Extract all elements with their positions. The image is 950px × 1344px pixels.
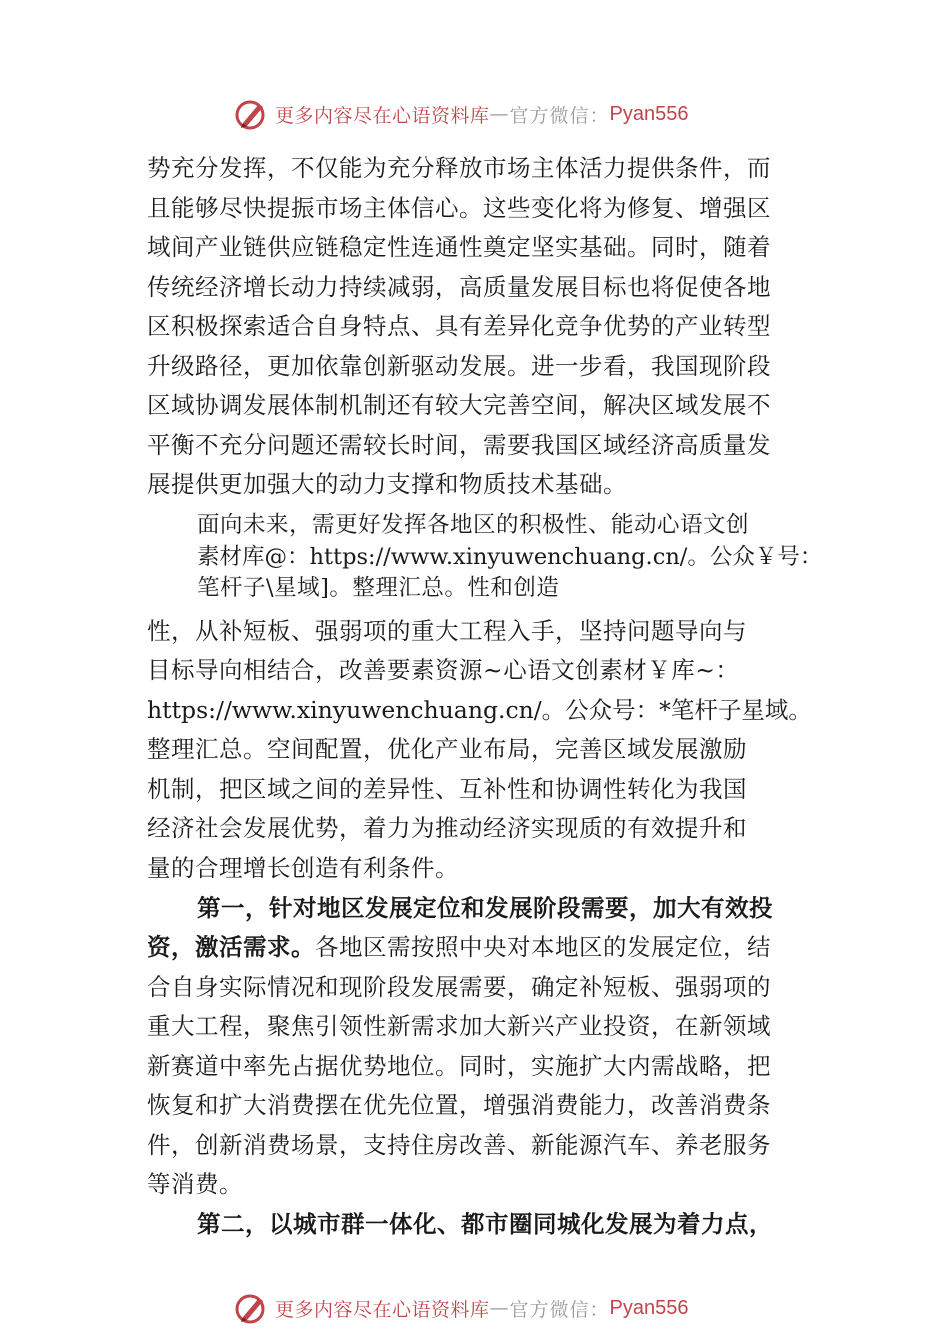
wechat-label: 官方微信： — [509, 104, 610, 127]
p2-line: 目标导向相结合，改善要素资源~心语文创素材￥库~： — [147, 656, 740, 684]
p3-heading: 第一，针对地区发展定位和发展阶段需要，加大有效投 — [197, 894, 773, 922]
p3-line: 等消费。 — [147, 1170, 243, 1198]
wechat-id: Pyan556 — [609, 1296, 689, 1319]
p1-line: 升级路径，更加依靠创新驱动发展。进一步看，我国现阶段 — [147, 352, 771, 380]
wechat-label: 官方微信： — [509, 1298, 610, 1321]
p1-line: 传统经济增长动力持续减弱，高质量发展目标也将促使各地 — [147, 273, 771, 301]
p2-line: 性，从补短板、强弱项的重大工程入手，坚持问题导向与 — [147, 617, 747, 645]
p3-heading-end: 资，激活需求。 — [147, 933, 315, 961]
p1-line: 平衡不充分问题还需较长时间，需要我国区域经济高质量发 — [147, 431, 771, 459]
header-banner — [233, 94, 753, 134]
p1-line: 域间产业链供应链稳定性连通性奠定坚实基础。同时，随着 — [147, 233, 771, 261]
p2-line: 经济社会发展优势，着力为推动经济实现质的有效提升和 — [147, 814, 747, 842]
dash: — — [489, 103, 510, 125]
insert-line: 素材库@：https://www.xinyuwenchuang.cn/。公众￥号： — [197, 544, 823, 570]
seal-pen-logo-icon — [233, 1290, 269, 1326]
p3-line: 恢复和扩大消费摆在优先位置，增强消费能力，改善消费条 — [147, 1091, 771, 1119]
p1-line: 区域协调发展体制机制还有较大完善空间，解决区域发展不 — [147, 391, 771, 419]
promo-text: 更多内容尽在心语资料库 — [275, 1298, 490, 1321]
p1-line: 势充分发挥，不仅能为充分释放市场主体活力提供条件，而 — [147, 154, 771, 182]
footer-banner — [233, 1288, 753, 1328]
p2-line: 量的合理增长创造有利条件。 — [147, 854, 459, 882]
seal-pen-logo-icon — [233, 96, 269, 132]
wechat-id: Pyan556 — [609, 102, 689, 125]
dash: — — [489, 1297, 510, 1319]
insert-line: 面向未来，需更好发挥各地区的积极性、能动心语文创 — [197, 512, 750, 538]
p3-line: 新赛道中率先占据优势地位。同时，实施扩大内需战略，把 — [147, 1052, 771, 1080]
p4-heading: 第二，以城市群一体化、都市圈同城化发展为着力点， — [197, 1210, 773, 1238]
p3-line-mixed — [147, 929, 807, 965]
p2-line: 整理汇总。空间配置，优化产业布局，完善区域发展激励 — [147, 735, 747, 763]
p3-line: 件，创新消费场景，支持住房改善、新能源汽车、养老服务 — [147, 1131, 771, 1159]
insert-line: 笔杆子\星域]。整理汇总。性和创造 — [197, 575, 560, 601]
p2-line: https://www.xinyuwenchuang.cn/。公众号：*笔杆子星域。 — [147, 696, 812, 724]
p1-line: 区积极探索适合自身特点、具有差异化竞争优势的产业转型 — [147, 312, 771, 340]
p1-line: 展提供更加强大的动力支撑和物质技术基础。 — [147, 470, 627, 498]
promo-text: 更多内容尽在心语资料库 — [275, 104, 490, 127]
p3-line: 重大工程，聚焦引领性新需求加大新兴产业投资，在新领域 — [147, 1012, 771, 1040]
p3-line-rest: 各地区需按照中央对本地区的发展定位，结 — [315, 933, 771, 961]
p3-line: 合自身实际情况和现阶段发展需要，确定补短板、强弱项的 — [147, 973, 771, 1001]
p2-line: 机制，把区域之间的差异性、互补性和协调性转化为我国 — [147, 775, 747, 803]
p1-line: 且能够尽快提振市场主体信心。这些变化将为修复、增强区 — [147, 194, 771, 222]
